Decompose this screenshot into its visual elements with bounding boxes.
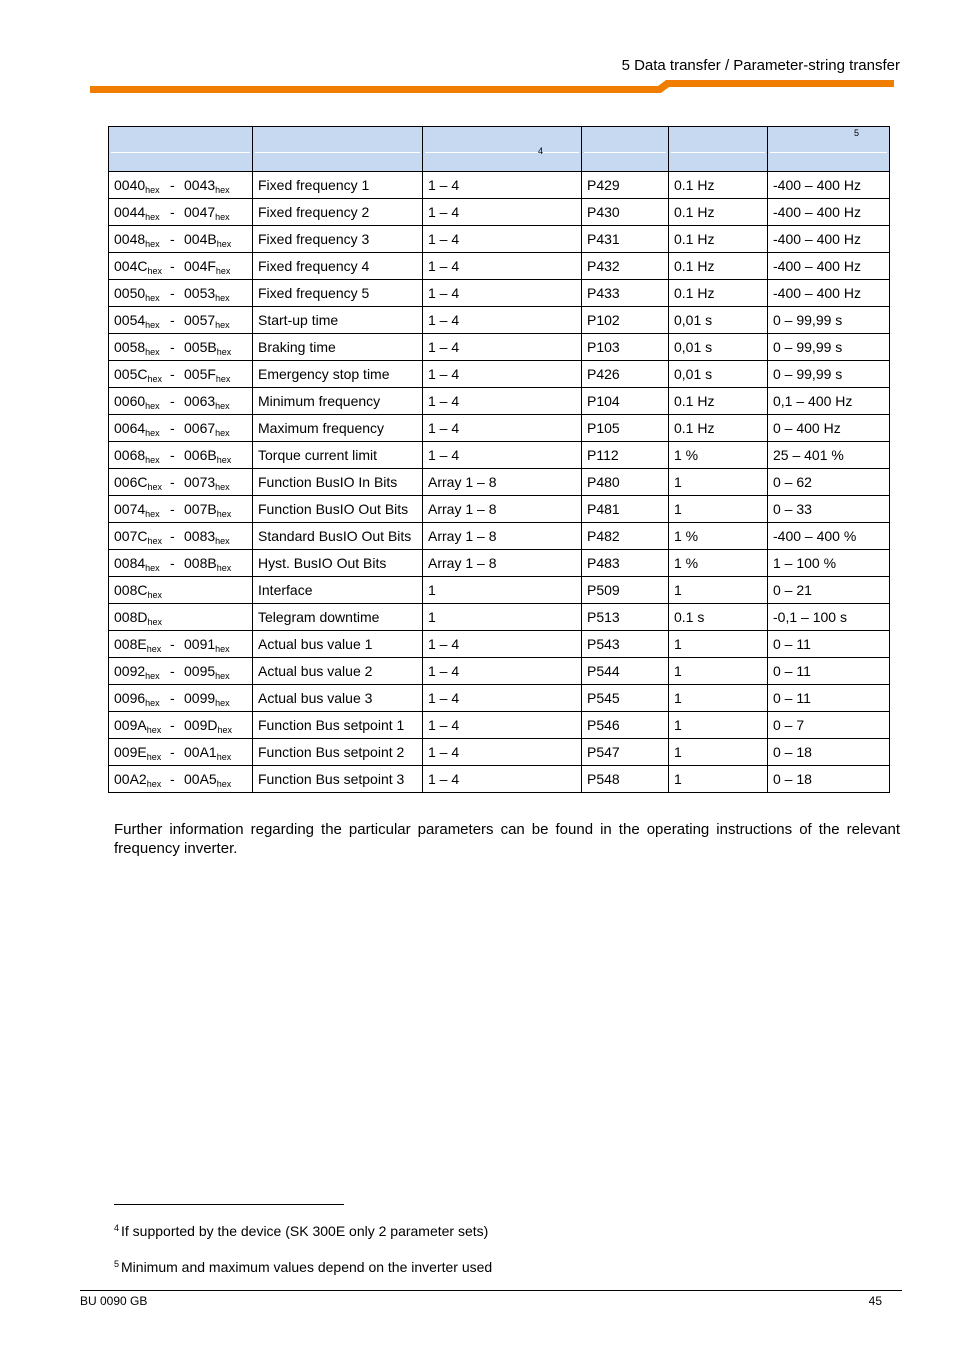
- table-row: [109, 307, 890, 334]
- address-start: $0050_{hex}$: [114, 285, 160, 303]
- footnote-ref-5: 5: [854, 128, 860, 138]
- address-start: $0068_{hex}$: [114, 447, 160, 465]
- parameter-name-cell: Actual bus value 1: [253, 631, 423, 658]
- unit-cell: 1: [669, 766, 768, 793]
- parameter-number-cell: P432: [582, 253, 669, 280]
- parameter-name-cell: Fixed frequency 5: [253, 280, 423, 307]
- array-cell: 1: [423, 604, 582, 631]
- address-start: $0060_{hex}$: [114, 393, 160, 411]
- value-range-cell: 0 – 62: [768, 469, 890, 496]
- array-cell: Array 1 – 8: [423, 523, 582, 550]
- header-cell-array: [423, 127, 582, 172]
- array-cell: 1 – 4: [423, 631, 582, 658]
- address-cell: [109, 469, 253, 496]
- unit-cell: 1: [669, 577, 768, 604]
- table-row: [109, 496, 890, 523]
- address-start: $0044_{hex}$: [114, 204, 160, 222]
- address-end: $00A5_{hex}$: [184, 771, 232, 789]
- unit-cell: 1: [669, 658, 768, 685]
- parameter-number-cell: P429: [582, 172, 669, 199]
- address-cell: [109, 550, 253, 577]
- address-end: $004F_{hex}$: [184, 258, 231, 276]
- array-cell: 1 – 4: [423, 199, 582, 226]
- address-start: $009E_{hex}$: [114, 744, 162, 762]
- value-range-cell: -400 – 400 Hz: [768, 226, 890, 253]
- address-separator: -: [170, 231, 175, 247]
- address-cell: [109, 712, 253, 739]
- footnote-ref-4: 4: [538, 146, 544, 156]
- parameter-name-cell: Fixed frequency 3: [253, 226, 423, 253]
- value-range-cell: -400 – 400 Hz: [768, 280, 890, 307]
- array-cell: 1 – 4: [423, 307, 582, 334]
- parameter-number-cell: P544: [582, 658, 669, 685]
- parameter-name-cell: Function Bus setpoint 2: [253, 739, 423, 766]
- array-cell: 1: [423, 577, 582, 604]
- array-cell: Array 1 – 8: [423, 550, 582, 577]
- table-row: [109, 631, 890, 658]
- array-cell: 1 – 4: [423, 388, 582, 415]
- parameter-name-cell: Emergency stop time: [253, 361, 423, 388]
- table-row: [109, 226, 890, 253]
- array-cell: 1 – 4: [423, 172, 582, 199]
- address-start: $005C_{hex}$: [114, 366, 162, 384]
- address-start: $008E_{hex}$: [114, 636, 162, 654]
- value-range-cell: 25 – 401 %: [768, 442, 890, 469]
- address-cell: [109, 415, 253, 442]
- address-cell: [109, 523, 253, 550]
- array-cell: 1 – 4: [423, 658, 582, 685]
- footnote-text: Minimum and maximum values depend on the inverter used: [121, 1259, 493, 1275]
- value-range-cell: 0 – 11: [768, 685, 890, 712]
- address-end: $0063_{hex}$: [184, 393, 230, 411]
- unit-cell: 0,01 s: [669, 361, 768, 388]
- table-row: [109, 469, 890, 496]
- address-end: $0091_{hex}$: [184, 636, 230, 654]
- address-cell: [109, 199, 253, 226]
- address-separator: -: [170, 474, 175, 490]
- parameter-number-cell: P102: [582, 307, 669, 334]
- parameter-number-cell: P543: [582, 631, 669, 658]
- unit-cell: 0.1 Hz: [669, 253, 768, 280]
- unit-cell: 0,01 s: [669, 334, 768, 361]
- address-end: $0073_{hex}$: [184, 474, 230, 492]
- footnote-number: 5: [114, 1259, 120, 1269]
- parameter-number-cell: P547: [582, 739, 669, 766]
- parameter-name-cell: Actual bus value 3: [253, 685, 423, 712]
- parameter-number-cell: P483: [582, 550, 669, 577]
- value-range-cell: 0 – 7: [768, 712, 890, 739]
- address-separator: -: [170, 339, 175, 355]
- value-range-cell: 0 – 18: [768, 766, 890, 793]
- header-cell-range: [768, 127, 890, 172]
- value-range-cell: -0,1 – 100 s: [768, 604, 890, 631]
- array-cell: 1 – 4: [423, 442, 582, 469]
- address-cell: [109, 334, 253, 361]
- footnote-5: [114, 1259, 492, 1275]
- unit-cell: 1 %: [669, 550, 768, 577]
- parameter-name-cell: Hyst. BusIO Out Bits: [253, 550, 423, 577]
- value-range-cell: 0 – 33: [768, 496, 890, 523]
- address-separator: -: [170, 528, 175, 544]
- address-cell: [109, 658, 253, 685]
- address-separator: -: [170, 393, 175, 409]
- parameter-number-cell: P513: [582, 604, 669, 631]
- address-separator: -: [170, 420, 175, 436]
- header-cell-param: [582, 127, 669, 172]
- table-row: [109, 361, 890, 388]
- footnote-text: If supported by the device (SK 300E only 2 parameter sets): [121, 1223, 489, 1239]
- unit-cell: 0.1 Hz: [669, 199, 768, 226]
- address-cell: [109, 253, 253, 280]
- parameter-table: [108, 126, 890, 793]
- address-separator: -: [170, 717, 175, 733]
- section-title: 5 Data transfer / Parameter-string transfer: [621, 57, 900, 74]
- address-start: $0084_{hex}$: [114, 555, 160, 573]
- address-start: $0074_{hex}$: [114, 501, 160, 519]
- array-cell: Array 1 – 8: [423, 469, 582, 496]
- unit-cell: 1: [669, 712, 768, 739]
- value-range-cell: -400 – 400 %: [768, 523, 890, 550]
- address-start: $0096_{hex}$: [114, 690, 160, 708]
- page-number: 45: [868, 1294, 882, 1308]
- parameter-name-cell: Fixed frequency 2: [253, 199, 423, 226]
- array-cell: 1 – 4: [423, 415, 582, 442]
- address-start: $004C_{hex}$: [114, 258, 162, 276]
- unit-cell: 1: [669, 739, 768, 766]
- table-row: [109, 685, 890, 712]
- parameter-name-cell: Standard BusIO Out Bits: [253, 523, 423, 550]
- value-range-cell: 0 – 11: [768, 658, 890, 685]
- value-range-cell: 0,1 – 400 Hz: [768, 388, 890, 415]
- unit-cell: 0.1 Hz: [669, 280, 768, 307]
- parameter-name-cell: Fixed frequency 1: [253, 172, 423, 199]
- unit-cell: 1: [669, 496, 768, 523]
- value-range-cell: 0 – 21: [768, 577, 890, 604]
- array-cell: 1 – 4: [423, 253, 582, 280]
- value-range-cell: -400 – 400 Hz: [768, 172, 890, 199]
- table-row: [109, 253, 890, 280]
- address-end: $0099_{hex}$: [184, 690, 230, 708]
- parameter-number-cell: P481: [582, 496, 669, 523]
- header-cell-name: [253, 127, 423, 172]
- address-cell: [109, 388, 253, 415]
- address-cell: [109, 604, 253, 631]
- table-row: [109, 604, 890, 631]
- parameter-name-cell: Braking time: [253, 334, 423, 361]
- address-cell: [109, 685, 253, 712]
- table-header-row: [109, 127, 890, 172]
- address-separator: -: [170, 555, 175, 571]
- address-separator: -: [170, 744, 175, 760]
- unit-cell: 1 %: [669, 523, 768, 550]
- address-separator: -: [170, 258, 175, 274]
- footnote-4: [114, 1223, 488, 1239]
- address-end: $0095_{hex}$: [184, 663, 230, 681]
- parameter-number-cell: P104: [582, 388, 669, 415]
- address-start: $0092_{hex}$: [114, 663, 160, 681]
- parameter-number-cell: P480: [582, 469, 669, 496]
- unit-cell: 1 %: [669, 442, 768, 469]
- address-separator: -: [170, 636, 175, 652]
- parameter-number-cell: P430: [582, 199, 669, 226]
- address-end: $005F_{hex}$: [184, 366, 231, 384]
- address-cell: [109, 739, 253, 766]
- address-start: $009A_{hex}$: [114, 717, 162, 735]
- accent-bar-shape: [90, 80, 894, 93]
- table-row: [109, 739, 890, 766]
- table-row: [109, 199, 890, 226]
- parameter-name-cell: Function Bus setpoint 3: [253, 766, 423, 793]
- parameter-number-cell: P112: [582, 442, 669, 469]
- address-end: $009D_{hex}$: [184, 717, 232, 735]
- parameter-number-cell: P433: [582, 280, 669, 307]
- address-end: $006B_{hex}$: [184, 447, 232, 465]
- address-start: $0064_{hex}$: [114, 420, 160, 438]
- address-start: $007C_{hex}$: [114, 528, 162, 546]
- address-start: $006C_{hex}$: [114, 474, 162, 492]
- address-cell: [109, 496, 253, 523]
- array-cell: 1 – 4: [423, 334, 582, 361]
- unit-cell: 0,01 s: [669, 307, 768, 334]
- address-separator: -: [170, 285, 175, 301]
- table-row: [109, 280, 890, 307]
- parameter-number-cell: P545: [582, 685, 669, 712]
- unit-cell: 0.1 Hz: [669, 415, 768, 442]
- parameter-number-cell: P103: [582, 334, 669, 361]
- value-range-cell: 0 – 18: [768, 739, 890, 766]
- address-end: $007B_{hex}$: [184, 501, 232, 519]
- footnote-divider: [114, 1204, 344, 1205]
- table-row: [109, 766, 890, 793]
- table-row: [109, 172, 890, 199]
- address-separator: -: [170, 177, 175, 193]
- parameter-number-cell: P482: [582, 523, 669, 550]
- address-cell: [109, 631, 253, 658]
- address-separator: -: [170, 312, 175, 328]
- unit-cell: 1: [669, 469, 768, 496]
- address-cell: [109, 226, 253, 253]
- address-end: $005B_{hex}$: [184, 339, 232, 357]
- parameter-name-cell: Torque current limit: [253, 442, 423, 469]
- parameter-number-cell: P546: [582, 712, 669, 739]
- value-range-cell: 0 – 99,99 s: [768, 307, 890, 334]
- address-end: $0057_{hex}$: [184, 312, 230, 330]
- array-cell: 1 – 4: [423, 685, 582, 712]
- value-range-cell: -400 – 400 Hz: [768, 199, 890, 226]
- address-end: $0067_{hex}$: [184, 420, 230, 438]
- address-separator: -: [170, 204, 175, 220]
- table-row: [109, 334, 890, 361]
- array-cell: 1 – 4: [423, 280, 582, 307]
- address-start: $0058_{hex}$: [114, 339, 160, 357]
- table-row: [109, 712, 890, 739]
- address-separator: -: [170, 771, 175, 787]
- array-cell: 1 – 4: [423, 361, 582, 388]
- address-separator: -: [170, 690, 175, 706]
- parameter-number-cell: P509: [582, 577, 669, 604]
- address-start: $0040_{hex}$: [114, 177, 160, 195]
- parameter-number-cell: P548: [582, 766, 669, 793]
- table-row: [109, 550, 890, 577]
- parameter-name-cell: Function Bus setpoint 1: [253, 712, 423, 739]
- address-cell: [109, 280, 253, 307]
- info-paragraph: Further information regarding the particular parameters can be found in the operating instructions of the relevant frequency inverter.: [114, 821, 900, 857]
- header-cell-address: [109, 127, 253, 172]
- table-row: [109, 388, 890, 415]
- address-end: $00A1_{hex}$: [184, 744, 232, 762]
- value-range-cell: 0 – 400 Hz: [768, 415, 890, 442]
- address-end: $008B_{hex}$: [184, 555, 232, 573]
- table-row: [109, 523, 890, 550]
- value-range-cell: 0 – 11: [768, 631, 890, 658]
- array-cell: 1 – 4: [423, 712, 582, 739]
- address-start: $0054_{hex}$: [114, 312, 160, 330]
- address-cell: [109, 361, 253, 388]
- address-separator: -: [170, 366, 175, 382]
- address-cell: [109, 307, 253, 334]
- address-start: $0048_{hex}$: [114, 231, 160, 249]
- table-row: [109, 658, 890, 685]
- parameter-name-cell: Function BusIO In Bits: [253, 469, 423, 496]
- address-start: $00A2_{hex}$: [114, 771, 162, 789]
- unit-cell: 1: [669, 631, 768, 658]
- address-end: $004B_{hex}$: [184, 231, 232, 249]
- parameter-number-cell: P431: [582, 226, 669, 253]
- header-accent-bar: [88, 78, 898, 96]
- address-start: $008D_{hex}$: [114, 609, 162, 627]
- array-cell: Array 1 – 8: [423, 496, 582, 523]
- address-end: $0053_{hex}$: [184, 285, 230, 303]
- address-end: $0043_{hex}$: [184, 177, 230, 195]
- array-cell: 1 – 4: [423, 766, 582, 793]
- parameter-name-cell: Start-up time: [253, 307, 423, 334]
- unit-cell: 0.1 s: [669, 604, 768, 631]
- address-cell: [109, 172, 253, 199]
- value-range-cell: -400 – 400 Hz: [768, 253, 890, 280]
- address-end: $0047_{hex}$: [184, 204, 230, 222]
- value-range-cell: 0 – 99,99 s: [768, 361, 890, 388]
- parameter-name-cell: Fixed frequency 4: [253, 253, 423, 280]
- address-start: $008C_{hex}$: [114, 582, 162, 600]
- parameter-name-cell: Maximum frequency: [253, 415, 423, 442]
- parameter-name-cell: Telegram downtime: [253, 604, 423, 631]
- address-separator: -: [170, 663, 175, 679]
- address-end: $0083_{hex}$: [184, 528, 230, 546]
- address-cell: [109, 577, 253, 604]
- array-cell: 1 – 4: [423, 226, 582, 253]
- value-range-cell: 1 – 100 %: [768, 550, 890, 577]
- header-cell-unit: [669, 127, 768, 172]
- parameter-name-cell: Function BusIO Out Bits: [253, 496, 423, 523]
- footnote-number: 4: [114, 1223, 120, 1233]
- array-cell: 1 – 4: [423, 739, 582, 766]
- unit-cell: 0.1 Hz: [669, 172, 768, 199]
- address-cell: [109, 766, 253, 793]
- table-row: [109, 415, 890, 442]
- unit-cell: 1: [669, 685, 768, 712]
- table-row: [109, 577, 890, 604]
- unit-cell: 0.1 Hz: [669, 226, 768, 253]
- document-id: BU 0090 GB: [80, 1294, 148, 1308]
- parameter-name-cell: Minimum frequency: [253, 388, 423, 415]
- address-separator: -: [170, 447, 175, 463]
- address-separator: -: [170, 501, 175, 517]
- parameter-number-cell: P105: [582, 415, 669, 442]
- parameter-name-cell: Interface: [253, 577, 423, 604]
- table-row: [109, 442, 890, 469]
- address-cell: [109, 442, 253, 469]
- value-range-cell: 0 – 99,99 s: [768, 334, 890, 361]
- parameter-number-cell: P426: [582, 361, 669, 388]
- footer-divider: [80, 1290, 902, 1291]
- parameter-name-cell: Actual bus value 2: [253, 658, 423, 685]
- unit-cell: 0.1 Hz: [669, 388, 768, 415]
